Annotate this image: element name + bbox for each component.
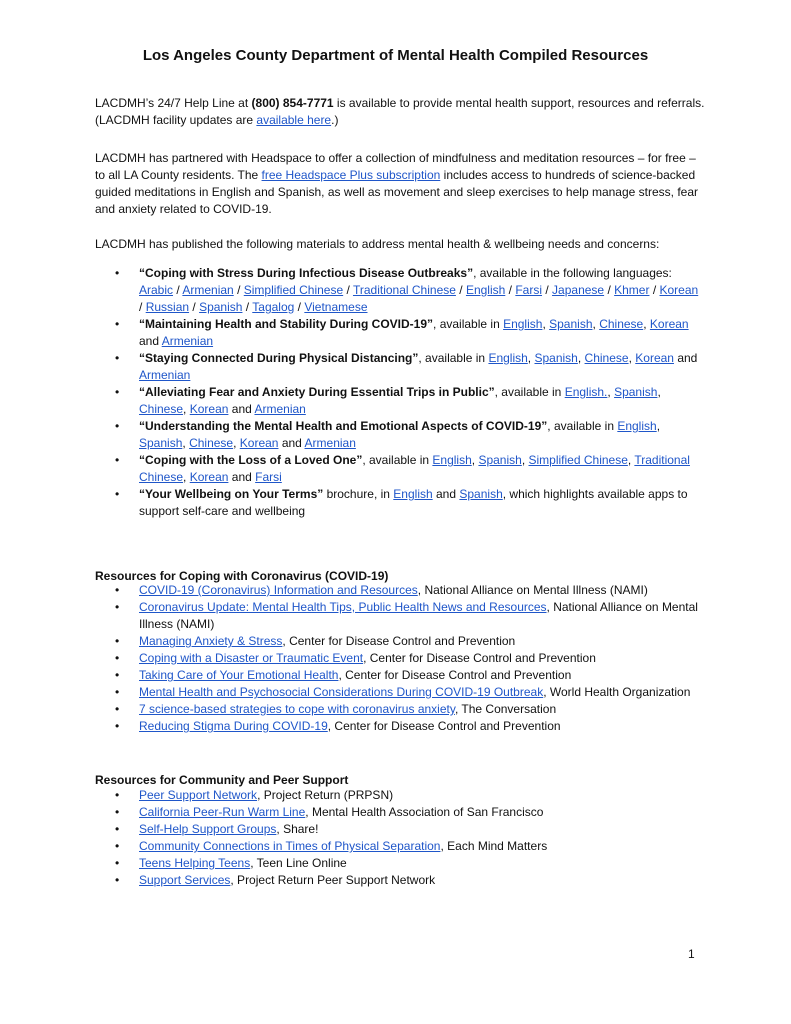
- language-link[interactable]: English: [393, 487, 433, 501]
- material-suffix: , available in: [494, 385, 565, 399]
- language-link[interactable]: Spanish: [549, 317, 593, 331]
- language-comma: ,: [527, 351, 532, 365]
- material-suffix: , available in the following languages:: [473, 266, 672, 280]
- language-link[interactable]: Armenian: [139, 368, 191, 382]
- headspace-text: LACDMH has partnered with Headspace to offer a collection of mindfulness and meditation resources – for free – to all LA County residents. The: [95, 151, 696, 182]
- language-comma: ,: [182, 436, 186, 450]
- language-separator: /: [237, 283, 241, 297]
- language-comma: ,: [471, 453, 476, 467]
- resource-item: [115, 582, 700, 599]
- language-and: and: [231, 402, 252, 416]
- language-comma: ,: [643, 317, 647, 331]
- language-comma: ,: [607, 385, 611, 399]
- language-link[interactable]: Farsi: [515, 283, 543, 297]
- language-link[interactable]: Spanish: [614, 385, 658, 399]
- language-link[interactable]: Traditional Chinese: [352, 283, 456, 297]
- resource-link[interactable]: COVID-19 (Coronavirus) Information and Resources: [139, 583, 418, 597]
- material-title: “Alleviating Fear and Anxiety During Essential Trips in Public”: [139, 385, 495, 399]
- language-link[interactable]: English: [503, 317, 543, 331]
- resource-item: [115, 787, 700, 804]
- resource-item: [115, 872, 700, 889]
- resource-source: , World Health Organization: [543, 685, 691, 699]
- language-and: and: [139, 334, 160, 348]
- language-separator: /: [652, 283, 657, 297]
- language-and: and: [281, 436, 302, 450]
- material-suffix: , available in: [547, 419, 618, 433]
- language-comma: ,: [577, 351, 582, 365]
- resource-link[interactable]: Coping with a Disaster or Traumatic Event: [139, 651, 364, 665]
- resource-item: [115, 838, 700, 855]
- resource-source: , Each Mind Matters: [440, 839, 548, 853]
- resource-source: , Share!: [276, 822, 319, 836]
- resource-source: , Center for Disease Control and Prevention: [327, 719, 561, 733]
- language-link[interactable]: Simplified Chinese: [528, 453, 628, 467]
- language-separator: /: [245, 300, 250, 314]
- language-link[interactable]: English: [432, 453, 472, 467]
- language-link[interactable]: Korean: [659, 283, 699, 297]
- material-title: “Coping with Stress During Infectious Disease Outbreaks”: [139, 266, 474, 280]
- material-item: [115, 452, 700, 486]
- language-separator: /: [545, 283, 549, 297]
- language-link[interactable]: Spanish: [534, 351, 578, 365]
- language-link[interactable]: Korean: [189, 402, 229, 416]
- resource-source: , Center for Disease Control and Prevention: [338, 668, 572, 682]
- community-heading: Resources for Community and Peer Support: [95, 773, 349, 787]
- coronavirus-heading: Resources for Coping with Coronavirus (COVID-19): [95, 569, 389, 583]
- resource-source: , National Alliance on Mental Illness (NAMI): [417, 583, 648, 597]
- language-link[interactable]: Armenian: [161, 334, 214, 348]
- headspace-subscription-link[interactable]: free Headspace Plus subscription: [261, 168, 441, 182]
- resource-link[interactable]: Peer Support Network: [139, 788, 258, 802]
- language-separator: /: [346, 283, 350, 297]
- language-comma: ,: [628, 351, 632, 365]
- resource-link[interactable]: Mental Health and Psychosocial Considerations During COVID-19 Outbreak: [139, 685, 544, 699]
- language-link[interactable]: Korean: [649, 317, 689, 331]
- language-link[interactable]: Spanish: [478, 453, 522, 467]
- language-link[interactable]: Korean: [189, 470, 229, 484]
- language-link[interactable]: Japanese: [552, 283, 605, 297]
- material-title: “Your Wellbeing on Your Terms”: [139, 487, 324, 501]
- resource-link[interactable]: 7 science-based strategies to cope with coronavirus anxiety: [139, 702, 455, 716]
- resource-link[interactable]: Coronavirus Update: Mental Health Tips, Public Health News and Resources: [139, 600, 547, 614]
- resource-source: , Project Return (PRPSN): [257, 788, 394, 802]
- material-item: [115, 486, 700, 520]
- language-link[interactable]: Spanish: [459, 487, 503, 501]
- page-title: Los Angeles County Department of Mental Health Compiled Resources: [142, 47, 649, 64]
- resource-item: [115, 599, 700, 633]
- resource-item: [115, 667, 700, 684]
- language-link[interactable]: Russian: [145, 300, 190, 314]
- language-separator: /: [192, 300, 196, 314]
- language-link[interactable]: Khmer: [614, 283, 650, 297]
- language-comma: ,: [656, 419, 661, 433]
- language-separator: /: [176, 283, 180, 297]
- resource-source: , Project Return Peer Support Network: [230, 873, 436, 887]
- language-link[interactable]: Spanish: [139, 436, 183, 450]
- material-title: “Understanding the Mental Health and Emotional Aspects of COVID-19”: [139, 419, 548, 433]
- resource-link[interactable]: California Peer-Run Warm Line: [139, 805, 306, 819]
- material-suffix: brochure, in: [323, 487, 394, 501]
- language-link[interactable]: Spanish: [199, 300, 243, 314]
- resource-link[interactable]: Support Services: [139, 873, 231, 887]
- language-separator: /: [508, 283, 512, 297]
- resource-link[interactable]: Self-Help Support Groups: [139, 822, 277, 836]
- language-link[interactable]: Simplified Chinese: [243, 283, 344, 297]
- language-and: and: [677, 351, 698, 365]
- resource-source: , Center for Disease Control and Prevention: [363, 651, 596, 665]
- language-comma: ,: [521, 453, 526, 467]
- language-link[interactable]: Tagalog: [252, 300, 295, 314]
- language-comma: ,: [657, 385, 661, 399]
- community-resource-list: [115, 787, 700, 889]
- resource-link[interactable]: Taking Care of Your Emotional Health: [139, 668, 339, 682]
- language-comma: ,: [592, 317, 596, 331]
- language-separator: /: [297, 300, 301, 314]
- language-comma: ,: [183, 402, 187, 416]
- language-link[interactable]: Arabic: [139, 283, 174, 297]
- resource-link[interactable]: Managing Anxiety & Stress: [139, 634, 283, 648]
- resource-item: [115, 855, 700, 872]
- materials-list: [115, 265, 700, 520]
- language-link[interactable]: Farsi: [255, 470, 282, 484]
- resource-item: [115, 684, 700, 701]
- language-link[interactable]: English: [617, 419, 657, 433]
- material-item: [115, 316, 700, 350]
- language-separator: /: [139, 300, 143, 314]
- facility-updates-link[interactable]: available here: [256, 113, 332, 127]
- coronavirus-resource-list: [115, 582, 700, 735]
- resource-source: , Mental Health Association of San Francisco: [305, 805, 544, 819]
- material-item: [115, 418, 700, 452]
- language-link[interactable]: Armenian: [254, 402, 306, 416]
- language-link[interactable]: Korean: [635, 351, 674, 365]
- helpline-text-3: .): [331, 113, 339, 127]
- material-suffix: , available in: [433, 317, 504, 331]
- resource-item: [115, 633, 700, 650]
- language-link[interactable]: Traditional Chinese: [139, 453, 690, 484]
- resource-item: [115, 821, 700, 838]
- material-title: “Coping with the Loss of a Loved One”: [139, 453, 363, 467]
- resource-item: [115, 804, 700, 821]
- resource-source: , Center for Disease Control and Prevention: [282, 634, 516, 648]
- resource-source: , The Conversation: [454, 702, 557, 716]
- language-link[interactable]: English.: [564, 385, 608, 399]
- language-and: and: [231, 470, 252, 484]
- resource-source: , National Alliance on Mental Illness (NAMI): [139, 600, 698, 631]
- headspace-text-2: includes access to hundreds of science-backed guided meditations in English and Spanish, as well as movement and sleep exercises to help manage stress, fear and anxiety related to COVID-19.: [95, 168, 699, 216]
- page-number: 1: [688, 947, 695, 961]
- material-title: “Staying Connected During Physical Distancing”: [139, 351, 419, 365]
- material-suffix: , available in: [362, 453, 433, 467]
- material-item: [115, 350, 700, 384]
- material-item: [115, 384, 700, 418]
- resource-item: [115, 718, 700, 735]
- helpline-paragraph: [95, 95, 705, 129]
- resource-item: [115, 650, 700, 667]
- material-suffix: , available in: [418, 351, 489, 365]
- language-link[interactable]: English: [465, 283, 506, 297]
- materials-intro: LACDMH has published the following materials to address mental health & wellbeing needs and concerns:: [95, 237, 660, 251]
- material-title: “Maintaining Health and Stability During COVID-19”: [139, 317, 434, 331]
- language-separator: /: [459, 283, 463, 297]
- language-link[interactable]: Chinese: [584, 351, 629, 365]
- resource-link[interactable]: Teens Helping Teens: [139, 856, 251, 870]
- language-link[interactable]: Chinese: [139, 402, 184, 416]
- language-link[interactable]: Chinese: [599, 317, 644, 331]
- language-and: and: [436, 487, 457, 501]
- helpline-text: LACDMH’s 24/7 Help Line at: [95, 96, 252, 110]
- material-tail: , which highlights available apps to support self-care and wellbeing: [139, 487, 688, 518]
- language-link[interactable]: Chinese: [189, 436, 234, 450]
- resource-link[interactable]: Community Connections in Times of Physical Separation: [139, 839, 441, 853]
- resource-link[interactable]: Reducing Stigma During COVID-19: [139, 719, 328, 733]
- language-link[interactable]: Korean: [239, 436, 279, 450]
- language-comma: ,: [183, 470, 187, 484]
- language-link[interactable]: Armenian: [304, 436, 356, 450]
- language-comma: ,: [627, 453, 632, 467]
- language-comma: ,: [233, 436, 237, 450]
- helpline-text-2: is available to provide mental health support, resources and referrals. (LACDMH facility updates are: [95, 96, 705, 127]
- helpline-phone: (800) 854-7771: [251, 96, 334, 110]
- headspace-paragraph: [95, 150, 705, 218]
- language-comma: ,: [542, 317, 546, 331]
- material-item: [115, 265, 700, 316]
- language-link[interactable]: Armenian: [182, 283, 234, 297]
- resource-item: [115, 701, 700, 718]
- language-link[interactable]: English: [488, 351, 528, 365]
- language-separator: /: [607, 283, 611, 297]
- resource-source: , Teen Line Online: [250, 856, 347, 870]
- language-link[interactable]: Vietnamese: [304, 300, 368, 314]
